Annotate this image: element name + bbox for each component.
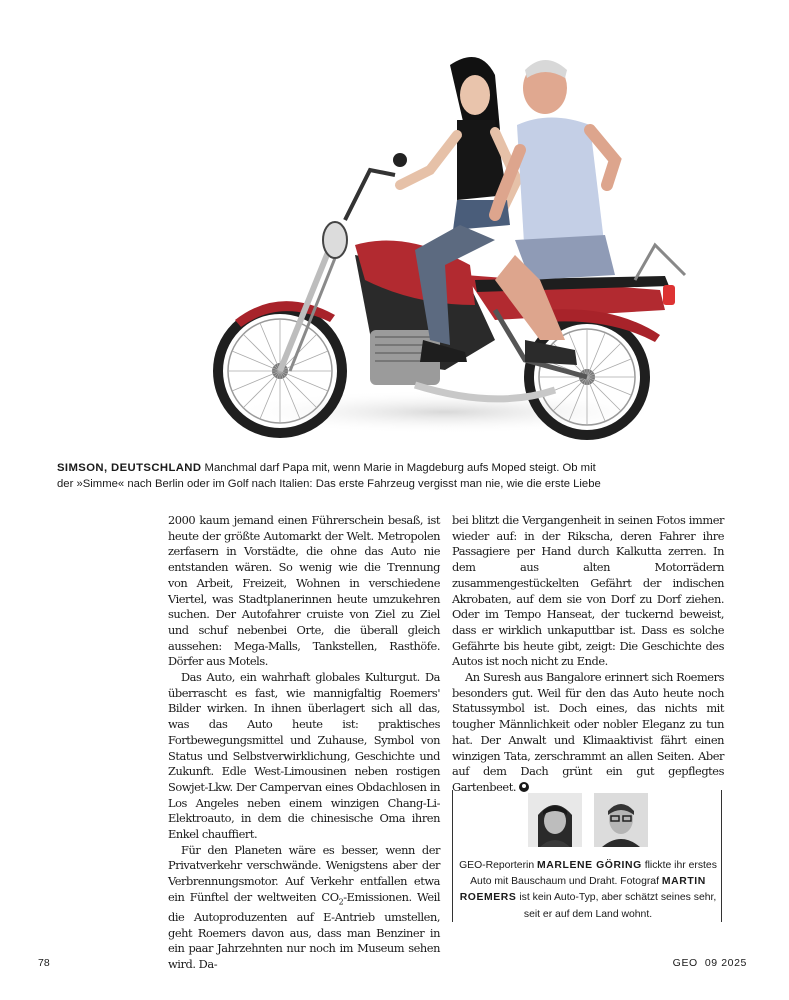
author-portrait-woman xyxy=(528,793,582,847)
page-number: 78 xyxy=(38,957,50,969)
author-box xyxy=(452,790,722,922)
caption-lead: SIMSON, DEUTSCHLAND xyxy=(57,462,202,474)
photo-caption xyxy=(57,460,737,492)
co2-subscript: 2 xyxy=(338,897,344,907)
left-paragraph-3 xyxy=(168,843,440,973)
right-paragraph-1: bei blitzt die Vergangenheit in seinen Fotos immer wieder auf: in der Rikscha, deren Fahrer ihre Passagiere per Hand durch Kalkutta zerren. In dem aus alten Motorrädern zusammengestückelten Gefährt der indischen Akrobaten, auf dem sie von Dorf zu Dorf ziehen. Oder im Tempo Hanseat, der tuckernd beweist, dass er wirklich unkaputtbar ist. Dass es solche Gefährte bis heute gibt, zeigt: Die Geschichte des Autos ist noch nicht zu Ende. xyxy=(452,513,724,669)
author-bio-part2: flickte ihr erstes Auto mit Bauschaum und Draht. Fotograf xyxy=(470,860,717,888)
portrait-woman-image xyxy=(528,793,582,847)
author-name-1: MARLENE GÖRING xyxy=(537,860,642,871)
left-paragraph-3-start: Für den Planeten wäre es besser, wenn der Privatverkehr verschwände. Wenigstens aber der Verbrennungsmotor. Auf Verkehr entfallen etwa ein Fünftel der weltweiten CO xyxy=(168,842,440,904)
left-paragraph-2: Das Auto, ein wahrhaft globales Kulturgut. Da überrascht es fast, wie mannigfaltig Roemers' Bilder wirken. In ihnen überlagert sich all das, was das Auto heute ist: praktisches Fortbewegungsmittel und Zuhause, Symbol von Status und Selbstverwirklichung, Geschichte und Zukunft. Edle West-Limousinen neben rostigen Sowjet-Lkw. Der Campervan eines Obdachlosen in Los Angeles neben einem winzigen Chang-Li-Elektroauto, in dem die chinesische Oma ihren Enkel chauffiert. xyxy=(168,670,440,842)
right-paragraph-2 xyxy=(452,670,724,796)
author-portrait-man xyxy=(594,793,648,847)
left-paragraph-3-end: -Emissionen. Weil die Autoproduzenten auf E-Antrieb umstellen, geht Roemers davon aus, dass man Benziner in ein paar Jahrzehnten nur noch im Museum sehen wird. Da- xyxy=(168,889,441,971)
article-column-left xyxy=(168,513,440,973)
author-bio-part1: GEO-Reporterin xyxy=(459,860,538,871)
author-name-2: MARTIN ROEMERS xyxy=(459,876,706,904)
caption-line2: der »Simme« nach Berlin oder im Golf nach Italien: Das erste Fahrzeug vergisst man nie, wie die erste Liebe xyxy=(57,478,601,490)
portrait-man-image xyxy=(594,793,648,847)
right-paragraph-2-text: An Suresh aus Bangalore erinnert sich Roemers besonders gut. Weil für den das Auto heute noch Statussymbol ist. Doch eines, das nichts mit tougher Männlichkeit oder nobler Eleganz zu tun hat. Der Anwalt und Klimaaktivist fährt einen winzigen Tata, zerschrammt an allen Seiten. Aber auf dem Dach grünt ein gut gepflegtes Gartenbeet. xyxy=(452,670,724,794)
motorcycle-illustration xyxy=(195,40,700,452)
motorcycle-photo xyxy=(195,40,700,452)
author-bio xyxy=(457,858,719,923)
author-bio-part3: ist kein Auto-Typ, aber schätzt seines sehr, seit er auf dem Land wohnt. xyxy=(516,892,717,920)
left-paragraph-1: 2000 kaum jemand einen Führerschein besaß, ist heute der größte Automarkt der Welt. Metropolen zerfasern in Vorstädte, die ohne das Auto nie entstanden wären. So wenig wie die Trennung von Arbeit, Freizeit, Wohnen in verschiedene Viertel, was Stadtplanerinnen heute umzukehren suchen. Der Autofahrer cruiste von Ziel zu Ziel und schuf nebenbei Orte, die überall gleich aussehen: Mega-Malls, Tankstellen, Rasthöfe. Dörfer aus Motels. xyxy=(168,513,440,669)
issue-label: GEO 09 2025 xyxy=(672,957,747,969)
caption-line1: Manchmal darf Papa mit, wenn Marie in Magdeburg aufs Moped steigt. Ob mit xyxy=(201,462,596,474)
article-column-right xyxy=(452,513,724,796)
